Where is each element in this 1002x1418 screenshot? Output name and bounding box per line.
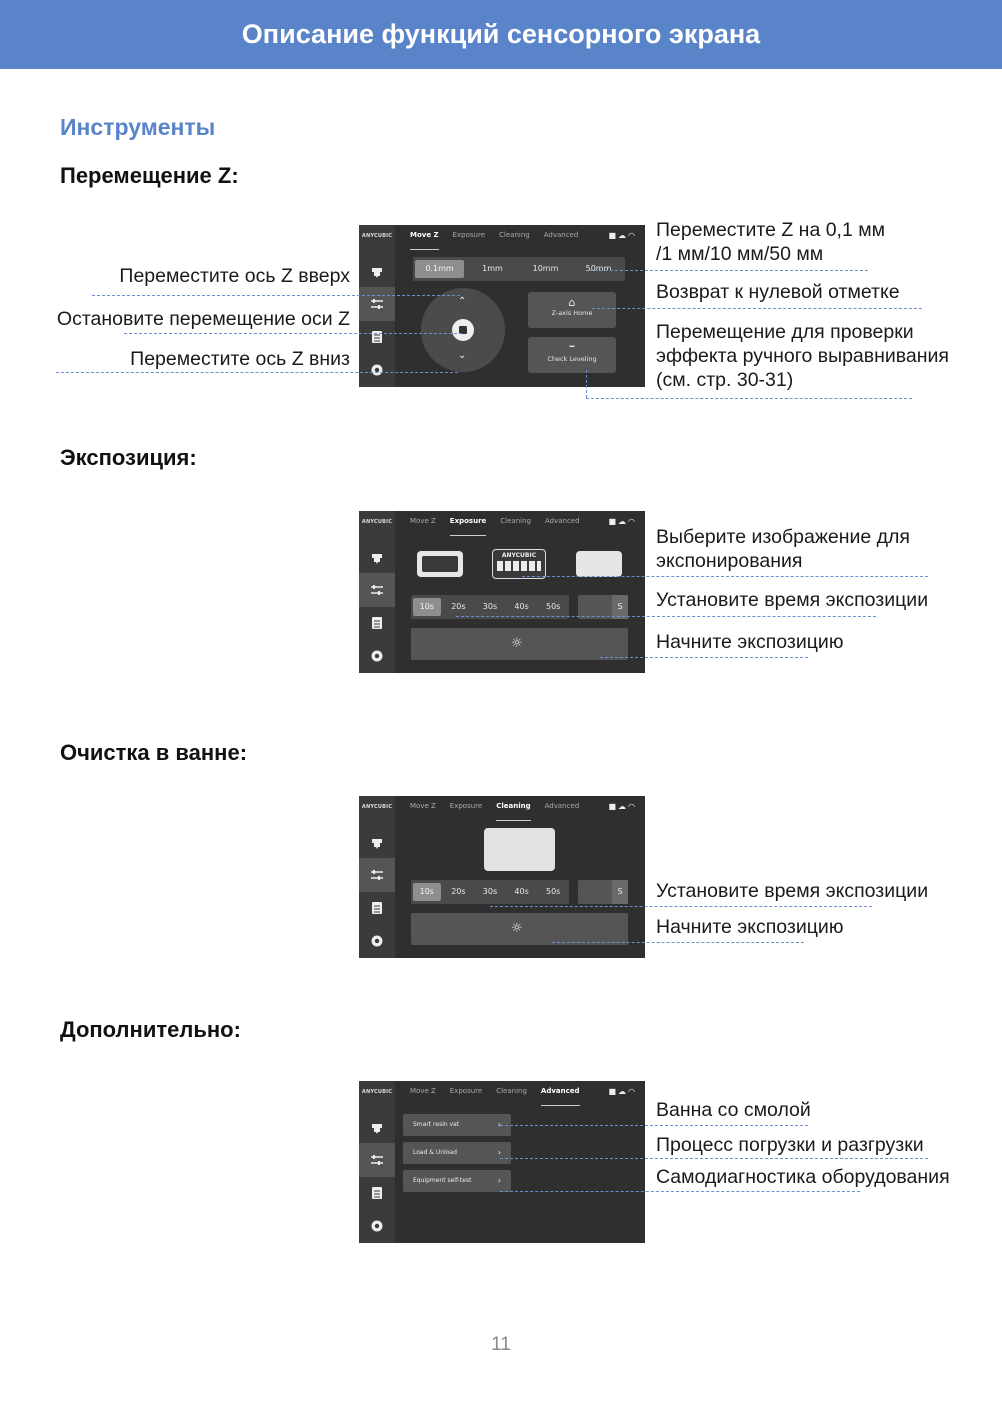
file-icon[interactable] — [359, 320, 395, 354]
printer-icon[interactable] — [359, 255, 395, 289]
label-step-line1: Переместите Z на 0,1 мм — [656, 219, 886, 241]
chevron-down-icon[interactable]: ⌄ — [458, 350, 467, 361]
section-title: Инструменты — [60, 114, 216, 140]
leader-line — [592, 308, 922, 309]
chevron-right-icon: › — [497, 1148, 501, 1157]
leader-line — [500, 1191, 860, 1192]
tab-cleaning[interactable]: Cleaning — [496, 1087, 527, 1095]
time-option[interactable]: 40s — [514, 602, 529, 611]
time-option[interactable]: 10s — [413, 883, 441, 901]
step-option[interactable]: 50mm — [585, 264, 612, 273]
sliders-icon[interactable] — [359, 858, 395, 892]
lock-icon: ■ — [608, 802, 619, 811]
uv-light-icon: ☼ — [511, 921, 523, 936]
exposure-image-frame[interactable] — [417, 551, 463, 577]
sidebar — [359, 511, 395, 673]
tab-exposure[interactable]: Exposure — [449, 1087, 483, 1095]
tab-cleaning[interactable]: Cleaning — [499, 231, 530, 239]
cloud-icon: ☁ — [618, 802, 629, 811]
check-leveling-button[interactable] — [528, 337, 616, 373]
tab-move-z[interactable]: Move Z — [410, 802, 436, 810]
label-check-line1: Перемещение для проверки — [656, 321, 914, 343]
menu-item-label: Load & Unload — [413, 1149, 457, 1156]
page-title: Описание функций сенсорного экрана — [241, 19, 761, 49]
logo-text: ANYCUBIC — [501, 552, 537, 559]
label-step-line2: /1 мм/10 мм/50 мм — [656, 243, 824, 265]
time-option[interactable]: 20s — [451, 887, 466, 896]
status-icons — [608, 802, 637, 811]
home-icon: ⌂ — [568, 296, 576, 309]
file-icon[interactable] — [359, 891, 395, 925]
wifi-icon: ◠ — [628, 231, 637, 240]
step-option[interactable]: 10mm — [532, 264, 559, 273]
tab-cleaning[interactable]: Cleaning — [500, 517, 531, 525]
gear-icon[interactable] — [359, 639, 395, 673]
leader-line — [522, 576, 928, 577]
cleaning-image[interactable] — [484, 828, 555, 871]
move-z-heading: Перемещение Z: — [60, 163, 239, 188]
time-unit: S — [612, 595, 628, 619]
file-icon[interactable] — [359, 606, 395, 640]
tab-advanced[interactable]: Advanced — [544, 802, 580, 810]
leader-line — [92, 295, 460, 296]
leader-line — [552, 942, 804, 943]
tab-cleaning[interactable]: Cleaning — [496, 802, 530, 820]
time-unit: S — [612, 880, 628, 904]
cleaning-heading: Очистка в ванне: — [60, 740, 248, 765]
time-selector — [411, 880, 569, 904]
wifi-icon: ◠ — [628, 1087, 637, 1096]
leader-line — [586, 398, 912, 399]
leader-line — [56, 372, 458, 373]
move-z-screen — [359, 225, 645, 387]
leader-line — [490, 906, 872, 907]
tab-advanced[interactable]: Advanced — [544, 517, 580, 525]
tab-exposure[interactable]: Exposure — [449, 802, 483, 810]
sliders-icon[interactable] — [359, 1143, 395, 1177]
time-option[interactable]: 30s — [482, 602, 498, 611]
exposure-heading: Экспозиция: — [60, 445, 197, 470]
sidebar — [359, 225, 395, 387]
tab-move-z[interactable]: Move Z — [410, 231, 439, 249]
page-number: 11 — [491, 1334, 511, 1355]
status-icons — [608, 1087, 637, 1096]
leader-line — [586, 370, 587, 398]
tab-bar — [410, 1087, 580, 1105]
label-self-test: Самодиагностика оборудования — [656, 1166, 950, 1188]
sidebar — [359, 1081, 395, 1243]
wifi-icon: ◠ — [628, 517, 637, 526]
status-icons — [608, 231, 637, 240]
menu-item-smart-resin-vat[interactable] — [403, 1114, 511, 1136]
tab-exposure[interactable]: Exposure — [452, 231, 486, 239]
tab-bar — [410, 517, 580, 535]
leader-line — [600, 657, 808, 658]
wifi-icon: ◠ — [628, 802, 637, 811]
menu-item-self-test[interactable] — [403, 1170, 511, 1192]
uv-light-icon: ☼ — [511, 636, 523, 651]
cloud-icon: ☁ — [618, 517, 629, 526]
printer-icon[interactable] — [359, 1111, 395, 1145]
tab-bar — [410, 802, 579, 820]
chevron-right-icon: › — [497, 1176, 501, 1185]
tab-move-z[interactable]: Move Z — [410, 1087, 436, 1095]
sliders-icon[interactable] — [359, 573, 395, 607]
label-stop: Остановите перемещение оси Z — [56, 308, 350, 330]
leader-line — [590, 270, 868, 271]
label-exposure-time: Установите время экспозиции — [656, 589, 929, 611]
exposure-image-logo[interactable] — [492, 549, 546, 579]
gear-icon[interactable] — [359, 1209, 395, 1243]
menu-item-load-unload[interactable] — [403, 1142, 511, 1164]
leader-line — [500, 1125, 808, 1126]
advanced-screen — [359, 1081, 645, 1243]
step-selector — [413, 257, 625, 281]
status-icons — [608, 517, 637, 526]
label-cleaning-time: Установите время экспозиции — [656, 880, 929, 902]
time-option[interactable]: 50s — [545, 887, 561, 896]
exposure-screen — [359, 511, 645, 673]
check-leveling-label: Check Leveling — [547, 355, 597, 363]
cloud-icon: ☁ — [618, 1087, 629, 1096]
tab-move-z[interactable]: Move Z — [410, 517, 436, 525]
brand-logo: ANYCUBIC — [361, 519, 393, 525]
time-option[interactable]: 30s — [482, 887, 498, 896]
label-move-down: Переместите ось Z вниз — [130, 348, 350, 370]
leader-line — [124, 333, 462, 334]
label-move-up: Переместите ось Z вверх — [119, 265, 350, 287]
cloud-icon: ☁ — [618, 231, 629, 240]
z-home-button[interactable] — [528, 292, 616, 328]
lock-icon: ■ — [608, 231, 619, 240]
leader-line — [456, 616, 876, 617]
tab-exposure[interactable]: Exposure — [450, 517, 486, 535]
start-exposure-button[interactable] — [411, 628, 628, 660]
tab-bar — [410, 231, 578, 249]
sliders-icon[interactable] — [359, 287, 395, 321]
advanced-heading: Дополнительно: — [60, 1017, 241, 1042]
file-icon[interactable] — [359, 1176, 395, 1210]
printer-icon[interactable] — [359, 541, 395, 575]
tab-advanced[interactable]: Advanced — [541, 1087, 580, 1105]
lock-icon: ■ — [608, 517, 619, 526]
menu-item-label: Smart resin vat — [413, 1121, 460, 1128]
brand-logo: ANYCUBIC — [361, 1089, 393, 1095]
brand-logo: ANYCUBIC — [361, 233, 393, 239]
label-check-line2: эффекта ручного выравнивания — [656, 345, 949, 367]
z-control-pad — [421, 288, 505, 372]
label-start-exposure: Начните экспозицию — [656, 631, 844, 653]
time-option[interactable]: 50s — [545, 602, 561, 611]
leveling-icon: ━ — [569, 342, 575, 351]
stop-button[interactable] — [452, 319, 474, 341]
label-resin-vat: Ванна со смолой — [656, 1099, 811, 1121]
step-option[interactable]: 1mm — [482, 264, 503, 273]
start-cleaning-button[interactable] — [411, 913, 628, 945]
label-home: Возврат к нулевой отметке — [656, 281, 900, 303]
time-option[interactable]: 10s — [413, 598, 441, 616]
leader-line — [500, 1158, 928, 1159]
lock-icon: ■ — [608, 1087, 619, 1096]
time-option[interactable]: 20s — [451, 602, 466, 611]
step-option[interactable]: 0.1mm — [415, 260, 464, 278]
cleaning-screen — [359, 796, 645, 958]
chevron-right-icon: › — [497, 1120, 501, 1129]
label-load-unload: Процесс погрузки и разгрузки — [656, 1134, 924, 1156]
time-option[interactable]: 40s — [514, 887, 529, 896]
tab-advanced[interactable]: Advanced — [543, 231, 579, 239]
label-check-line3: (см. стр. 30-31) — [656, 369, 794, 391]
menu-item-label: Equipment self-test — [413, 1177, 472, 1184]
gear-icon[interactable] — [359, 353, 395, 387]
exposure-image-solid[interactable] — [576, 551, 622, 577]
chevron-up-icon[interactable]: ⌃ — [458, 296, 467, 307]
gear-icon[interactable] — [359, 924, 395, 958]
sidebar — [359, 796, 395, 958]
label-image-line1: Выберите изображение для — [656, 526, 910, 548]
label-image-line2: экспонирования — [656, 550, 803, 572]
time-input[interactable] — [578, 880, 628, 904]
printer-icon[interactable] — [359, 826, 395, 860]
label-start-cleaning: Начните экспозицию — [656, 916, 844, 938]
brand-logo: ANYCUBIC — [361, 804, 393, 810]
z-home-label: Z-axis Home — [551, 309, 593, 317]
